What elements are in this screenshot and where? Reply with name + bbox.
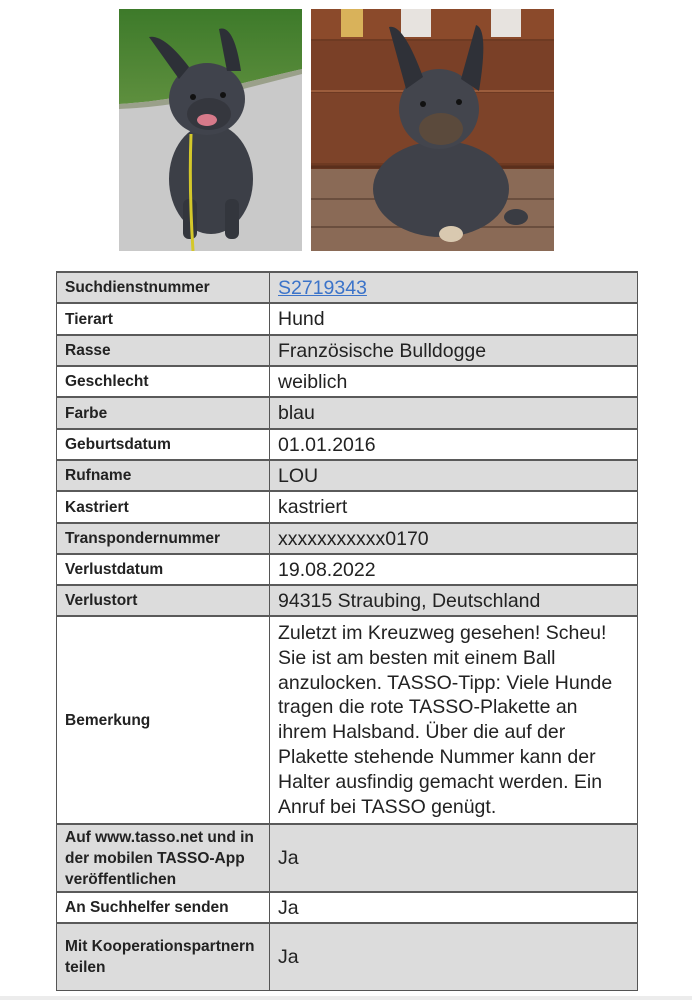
row-value: weiblich (270, 366, 638, 397)
row-value: Ja (270, 892, 638, 923)
table-row-rufname (57, 460, 638, 491)
row-value: LOU (270, 460, 638, 491)
row-label: An Suchhelfer senden (57, 892, 270, 923)
table-row-bemerkung (57, 616, 638, 824)
row-value: 94315 Straubing, Deutschland (270, 585, 638, 616)
row-value: 19.08.2022 (270, 554, 638, 585)
table-row-geschlecht (57, 366, 638, 397)
row-value: Zuletzt im Kreuzweg gesehen! Scheu! Sie ist am besten mit einem Ball anzulocken. TASSO-Tipp: Viele Hunde tragen die rote TASSO-Plakette an ihrem Halsband. Über die auf der Plakette stehende Nummer kann der Halter ausfindig gemacht werden. Ein Anruf bei TASSO genügt. (270, 616, 638, 824)
table-row-suchdienstnummer (57, 272, 638, 303)
row-label: Bemerkung (57, 616, 270, 824)
row-label: Suchdienstnummer (57, 272, 270, 303)
table-row-rasse (57, 335, 638, 366)
table-row-kastriert (57, 491, 638, 523)
table-row-verlustdatum (57, 554, 638, 585)
row-label: Farbe (57, 397, 270, 429)
table-row-veroeffentlichen (57, 824, 638, 892)
row-value: Hund (270, 303, 638, 335)
row-label: Mit Kooperationspartnern teilen (57, 923, 270, 991)
row-label: Auf www.tasso.net und in der mobilen TASSO-App veröffentlichen (57, 824, 270, 892)
bottom-divider (0, 996, 692, 1000)
row-label: Rasse (57, 335, 270, 366)
row-label: Kastriert (57, 491, 270, 523)
dog-photo-left (119, 9, 302, 251)
row-value: xxxxxxxxxxx0170 (270, 523, 638, 554)
row-value: Ja (270, 923, 638, 991)
table-row-tierart (57, 303, 638, 335)
row-value (270, 272, 638, 303)
row-value: Französische Bulldogge (270, 335, 638, 366)
row-label: Geburtsdatum (57, 429, 270, 460)
row-value: Ja (270, 824, 638, 892)
lost-pet-info-table (56, 271, 638, 991)
row-label: Geschlecht (57, 366, 270, 397)
search-number-link[interactable]: S2719343 (278, 276, 367, 299)
row-label: Tierart (57, 303, 270, 335)
row-value: 01.01.2016 (270, 429, 638, 460)
row-label: Verlustdatum (57, 554, 270, 585)
row-label: Transpondernummer (57, 523, 270, 554)
row-value: blau (270, 397, 638, 429)
dog-photo-right (311, 9, 554, 251)
dog-lying-image (311, 9, 554, 251)
row-label: Verlustort (57, 585, 270, 616)
row-value: kastriert (270, 491, 638, 523)
table-row-transpondernummer (57, 523, 638, 554)
dog-sitting-image (119, 9, 302, 251)
table-row-geburtsdatum (57, 429, 638, 460)
table-row-verlustort (57, 585, 638, 616)
table-row-farbe (57, 397, 638, 429)
table-row-kooperationspartner (57, 923, 638, 991)
row-label: Rufname (57, 460, 270, 491)
table-row-suchhelfer (57, 892, 638, 923)
